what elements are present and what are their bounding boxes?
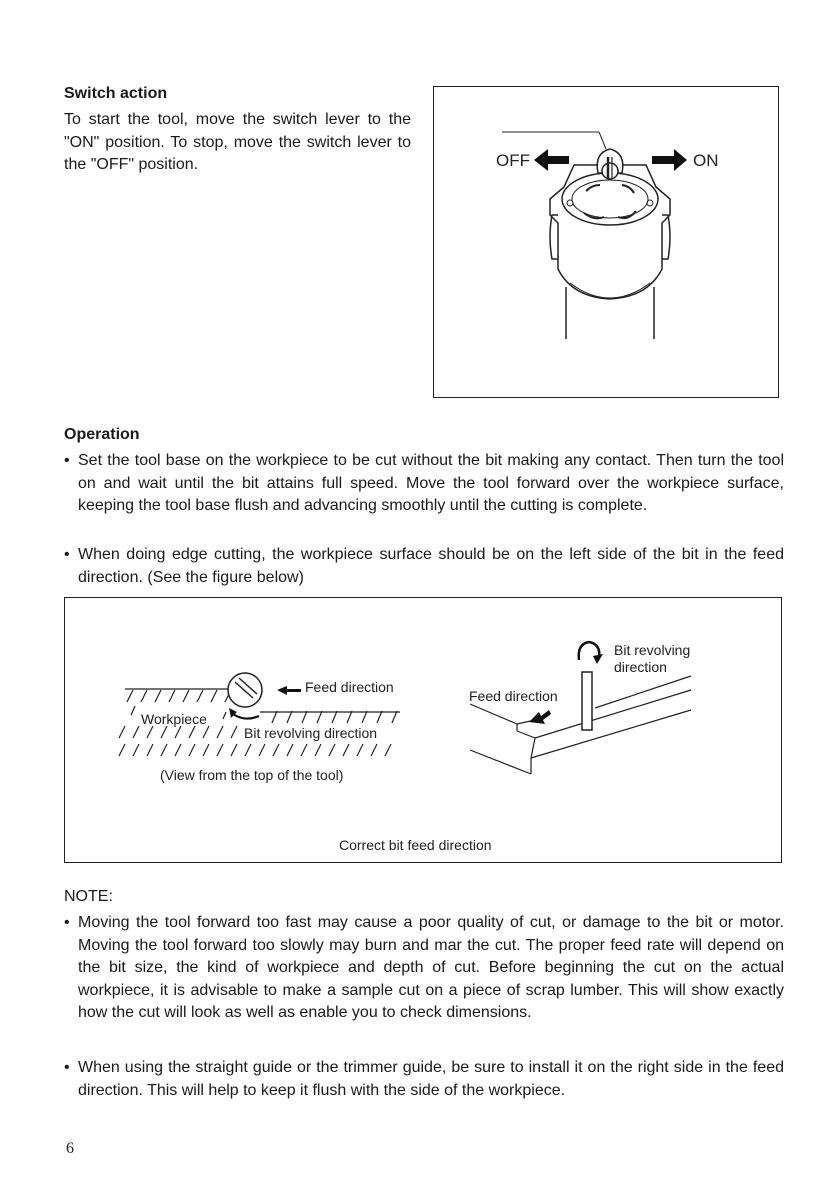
- note-bullet-2: • When using the straight guide or the trimmer guide, be sure to install it on the right side in the feed direction. This will help to keep it flush with the side of the workpiece.: [64, 1057, 784, 1102]
- bit-revolving-label-line1: Bit revolving: [614, 642, 691, 658]
- note-bullet-1-text: Moving the tool forward too fast may cause a poor quality of cut, or damage to the bit or motor. Moving the tool forward too slowly may burn and mar the cut. The proper feed rate will depend on the bit size, the kind of workpiece and depth of cut. Before beginning the cut on the actual workpiece, it is advisable to make a sample cut on a piece of scrap lumber. This will show exactly how the cut will look as well as enable you to check dimensions.: [78, 914, 784, 1021]
- note-bullet-1: • Moving the tool forward too fast may cause a poor quality of cut, or damage to the bit or motor. Moving the tool forward too slowly may burn and mar the cut. The proper feed rate will depend on the bit size, the kind of workpiece and depth of cut. Before beginning the cut on the actual workpiece, it is advisable to make a sample cut on a piece of scrap lumber. This will show exactly how the cut will look as well as enable you to check dimensions.: [64, 912, 784, 1025]
- feed-figure-caption: Correct bit feed direction: [339, 837, 492, 853]
- switch-figure: [434, 87, 777, 396]
- page-number: 6: [66, 1140, 74, 1157]
- feed-direction-right-label: Feed direction: [469, 688, 558, 704]
- bit-revolving-direction-label: Bit revolving direction: [244, 725, 378, 741]
- note-heading: NOTE:: [64, 888, 113, 905]
- feed-direction-left-label: Feed direction: [305, 679, 394, 695]
- router-bit: [582, 672, 592, 730]
- operation-bullet-2: • When doing edge cutting, the workpiece surface should be on the left side of the bit in the feed direction. (See the figure below): [64, 544, 784, 589]
- operation-bullet-1-text: Set the tool base on the workpiece to be cut without the bit making any contact. Then turn the tool on and wait until the bit attains full speed. Move the tool forward over the workpiece surface, keeping the tool base flush and advancing smoothly until the cutting is complete.: [78, 452, 784, 514]
- bit-revolving-label-line2: direction: [614, 659, 667, 675]
- feed-figure: [65, 598, 780, 861]
- switch-action-text: To start the tool, move the switch lever to the "ON" position. To stop, move the switch lever to the "OFF" position.: [64, 111, 411, 173]
- on-label: ON: [693, 151, 719, 170]
- off-label: OFF: [496, 151, 530, 170]
- operation-heading: Operation: [64, 426, 140, 443]
- operation-bullet-1: • Set the tool base on the workpiece to be cut without the bit making any contact. Then turn the tool on and wait until the bit attains full speed. Move the tool forward over the workpiece surface, keeping the tool base flush and advancing smoothly until the cutting is complete.: [64, 450, 784, 518]
- feed-arrow-right: [529, 710, 551, 724]
- feed-arrow-left: [277, 686, 301, 695]
- view-caption: (View from the top of the tool): [160, 767, 344, 783]
- on-arrow: [652, 149, 687, 171]
- workpiece-label: Workpiece: [141, 711, 207, 727]
- switch-figure-frame: [433, 86, 779, 398]
- note-bullet-2-text: When using the straight guide or the trimmer guide, be sure to install it on the right side in the feed direction. This will help to keep it flush with the side of the workpiece.: [78, 1059, 784, 1099]
- feed-figure-frame: [64, 597, 782, 863]
- switch-action-heading: Switch action: [64, 85, 168, 102]
- operation-bullet-2-text: When doing edge cutting, the workpiece surface should be on the left side of the bit in the feed direction. (See the figure below): [78, 546, 784, 586]
- off-arrow: [534, 149, 569, 171]
